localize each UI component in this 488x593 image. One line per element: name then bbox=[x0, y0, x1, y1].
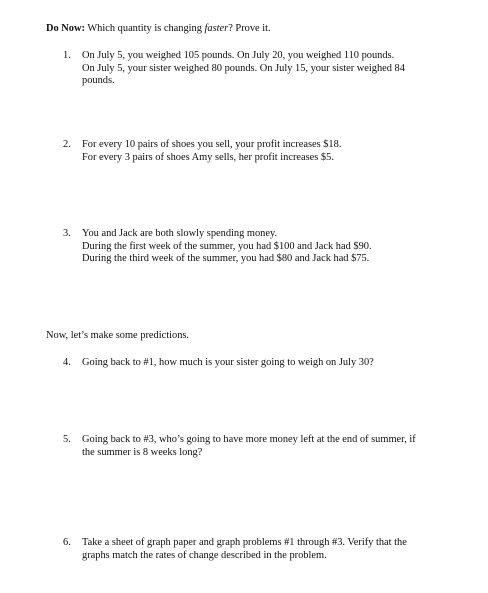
question-number: 6. bbox=[63, 537, 71, 548]
problem-number: 2. bbox=[63, 139, 71, 150]
question-line: Take a sheet of graph paper and graph problems #1 through #3. Verify that the bbox=[82, 537, 407, 548]
do-now-emphasis: faster bbox=[204, 23, 229, 34]
problem-line: For every 3 pairs of shoes Amy sells, her profit increases $5. bbox=[82, 151, 334, 163]
question-line: Going back to #3, who’s going to have more money left at the end of summer, if bbox=[82, 434, 416, 445]
problem-line: On July 5, your sister weighed 80 pounds. On July 15, your sister weighed 84 bbox=[82, 62, 405, 74]
do-now-prompt-end: ? Prove it. bbox=[228, 23, 271, 34]
problem-line: During the third week of the summer, you had $80 and Jack had $75. bbox=[82, 253, 370, 264]
problem-number: 3. bbox=[63, 228, 71, 239]
question-number: 4. bbox=[63, 357, 71, 368]
question-number: 5. bbox=[63, 434, 71, 445]
problem-line: You and Jack are both slowly spending money. bbox=[82, 228, 278, 239]
do-now-prompt-start: Which quantity is changing bbox=[84, 23, 205, 34]
question-line: graphs match the rates of change described in the problem. bbox=[82, 549, 327, 561]
do-now-label: Do Now: bbox=[46, 23, 85, 34]
problem-number: 1. bbox=[63, 50, 71, 61]
question-line: the summer is 8 weeks long? bbox=[82, 446, 203, 458]
problem-line: On July 5, you weighed 105 pounds. On July 20, you weighed 110 pounds. bbox=[82, 50, 395, 61]
predictions-intro: Now, let’s make some predictions. bbox=[46, 330, 190, 341]
question-line: Going back to #1, how much is your sister going to weigh on July 30? bbox=[82, 357, 374, 368]
problem-line: pounds. bbox=[82, 75, 115, 86]
problem-line: During the first week of the summer, you had $100 and Jack had $90. bbox=[82, 240, 372, 252]
do-now-prompt bbox=[46, 23, 271, 35]
problem-line: For every 10 pairs of shoes you sell, your profit increases $18. bbox=[82, 139, 342, 150]
